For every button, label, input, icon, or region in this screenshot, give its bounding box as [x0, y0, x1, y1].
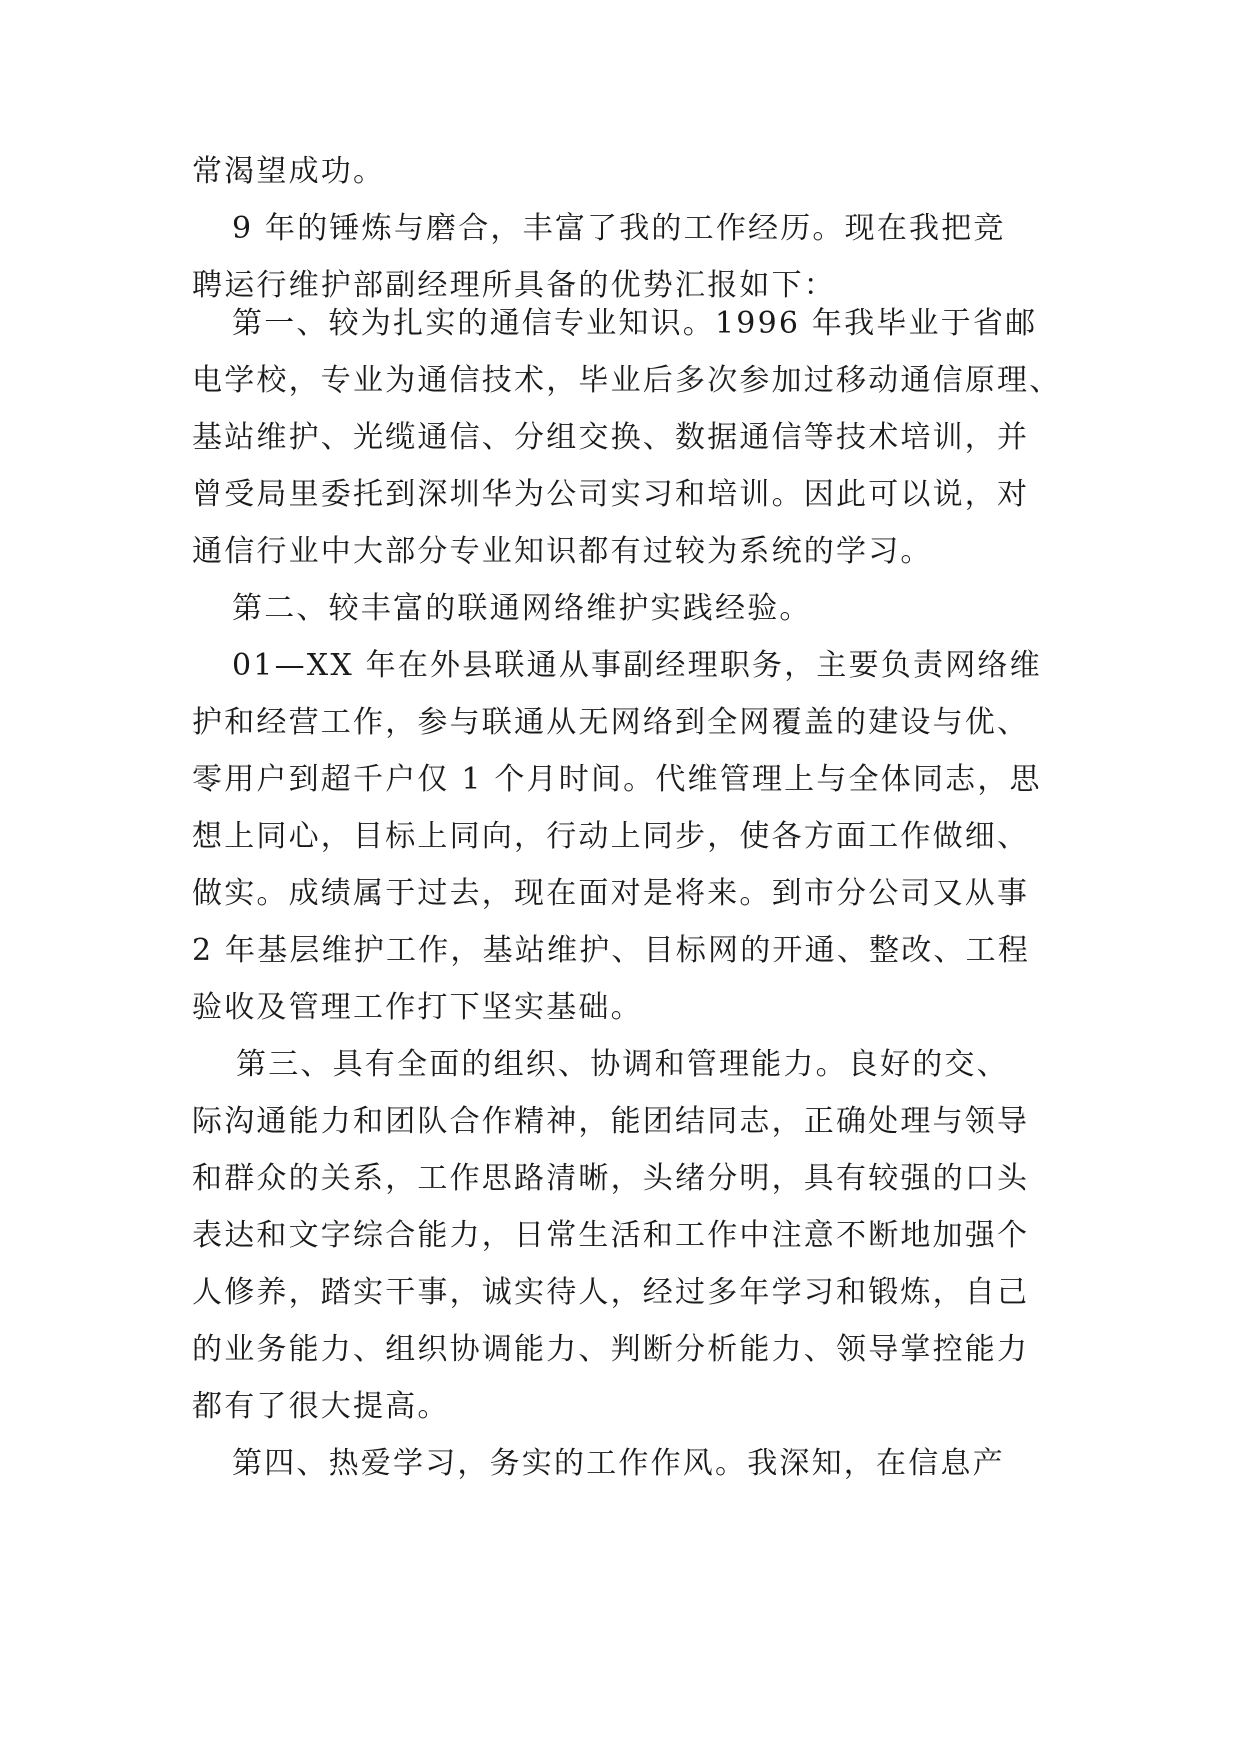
paragraph-first-line: 第三、具有全面的组织、协调和管理能力。良好的交、 — [236, 1047, 1009, 1082]
text-line: 的业务能力、组织协调能力、判断分析能力、领导掌控能力 — [192, 1332, 1030, 1367]
text-line: 验收及管理工作打下坚实基础。 — [192, 990, 643, 1025]
text-line: 零用户到超千户仅 1 个月时间。代维管理上与全体同志，思 — [192, 762, 1042, 797]
paragraph-first-line: 第二、较丰富的联通网络维护实践经验。 — [232, 591, 812, 626]
text-line: 聘运行维护部副经理所具备的优势汇报如下： — [192, 268, 836, 303]
text-line: 护和经营工作，参与联通从无网络到全网覆盖的建设与优、 — [192, 705, 1030, 740]
text-line: 表达和文字综合能力，日常生活和工作中注意不断地加强个 — [192, 1218, 1030, 1253]
text-line: 和群众的关系，工作思路清晰，头绪分明，具有较强的口头 — [192, 1161, 1030, 1196]
text-line: 做实。成绩属于过去，现在面对是将来。到市分公司又从事 — [192, 876, 1030, 911]
text-line: 常渴望成功。 — [192, 154, 386, 189]
text-line: 2 年基层维护工作，基站维护、目标网的开通、整改、工程 — [192, 933, 1031, 968]
text-line: 曾受局里委托到深圳华为公司实习和培训。因此可以说，对 — [192, 477, 1030, 512]
text-line: 际沟通能力和团队合作精神，能团结同志，正确处理与领导 — [192, 1104, 1030, 1139]
text-line: 电学校，专业为通信技术，毕业后多次参加过移动通信原理、 — [192, 363, 1062, 398]
text-line: 都有了很大提高。 — [192, 1389, 450, 1424]
paragraph-first-line: 9 年的锤炼与磨合，丰富了我的工作经历。现在我把竞 — [232, 211, 1006, 246]
text-line: 基站维护、光缆通信、分组交换、数据通信等技术培训，并 — [192, 420, 1030, 455]
text-line: 通信行业中大部分专业知识都有过较为系统的学习。 — [192, 534, 933, 569]
paragraph-first-line: 第四、热爱学习，务实的工作作风。我深知，在信息产 — [232, 1446, 1005, 1481]
text-line: 想上同心，目标上同向，行动上同步，使各方面工作做细、 — [192, 819, 1030, 854]
paragraph-first-line: 01—XX 年在外县联通从事副经理职务，主要负责网络维 — [232, 648, 1042, 683]
paragraph-first-line: 第一、较为扎实的通信专业知识。1996 年我毕业于省邮 — [232, 306, 1038, 341]
text-line: 人修养，踏实干事，诚实待人，经过多年学习和锻炼，自己 — [192, 1275, 1030, 1310]
